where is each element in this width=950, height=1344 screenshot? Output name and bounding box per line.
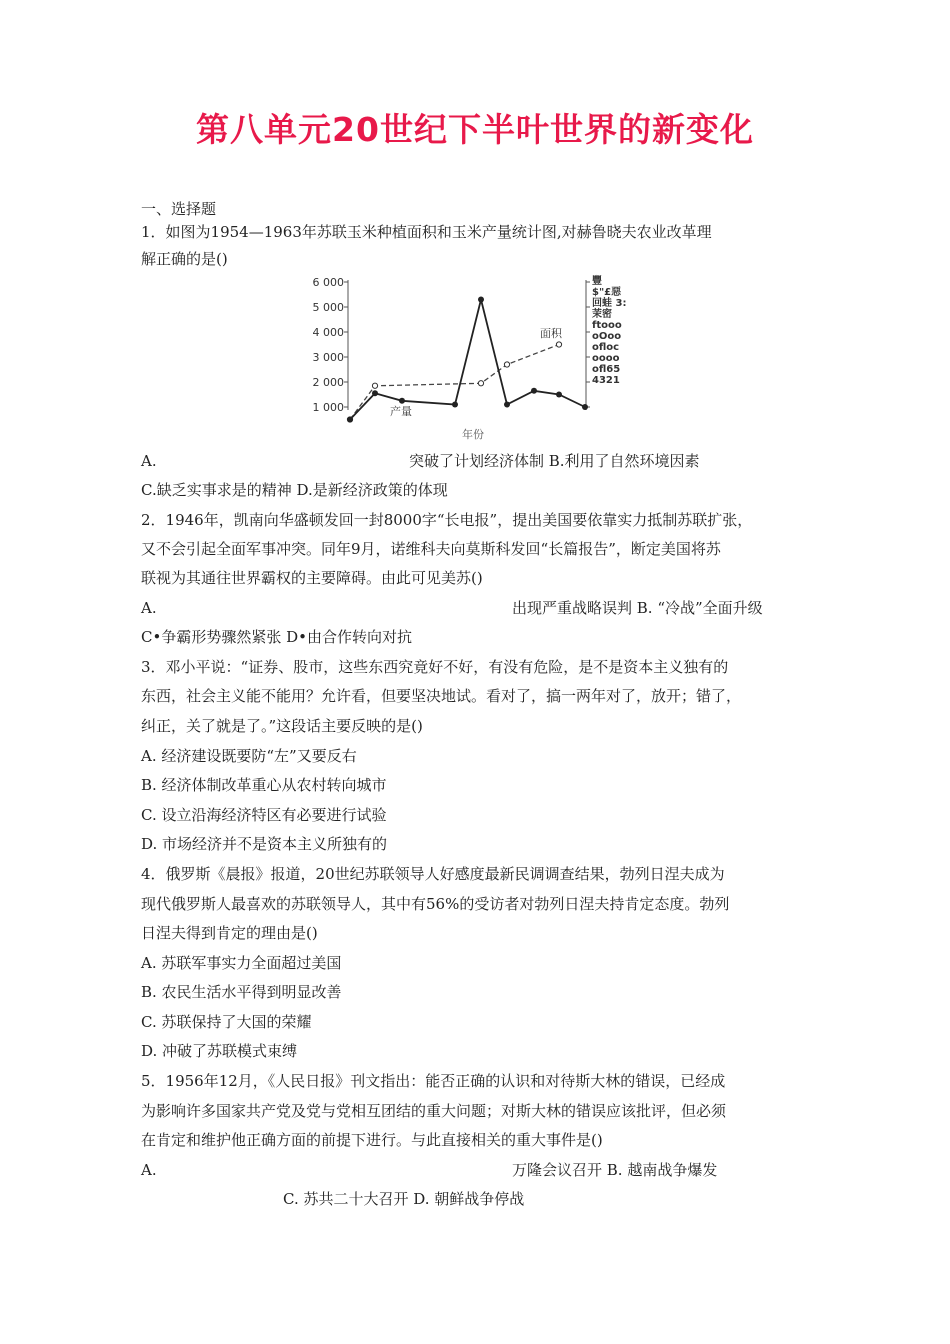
q3-option-b: B. 经济体制改革重心从农村转向城市	[141, 776, 387, 794]
section-heading: 一、选择题	[141, 200, 217, 218]
q5-options-cd: C. 苏共二十大召开 D. 朝鲜战争停战	[283, 1190, 525, 1208]
q4-stem-line1: 4．俄罗斯《晨报》报道，20世纪苏联领导人好感度最新民调调查结果，勃列日涅夫成为	[141, 865, 725, 883]
q3-stem-line3: 纠正，关了就是了。”这段话主要反映的是()	[141, 717, 423, 735]
y-tick-label: 6 000	[312, 276, 344, 289]
q1-option-a-label: A.	[141, 452, 157, 470]
q1-stem-line2: 解正确的是()	[141, 250, 228, 268]
q3-stem-line2: 东西，社会主义能不能用？允许看，但要坚决地试。看对了，搞一两年对了，放开；错了，	[141, 687, 742, 705]
right-axis-text: 4321	[592, 375, 620, 386]
q2-options-cd: C•争霸形势骤然紧张 D•由合作转向对抗	[141, 628, 412, 646]
production-point	[556, 392, 562, 398]
right-axis-text: oooo	[592, 353, 620, 364]
area-series-line	[350, 345, 559, 420]
production-point	[478, 297, 484, 303]
area-point	[478, 381, 483, 386]
production-series-label: 产量	[390, 405, 412, 418]
q2-option-a-label: A.	[141, 599, 157, 617]
q3-option-c: C. 设立沿海经济特区有必要进行试验	[141, 806, 387, 824]
q5-stem-line1: 5．1956年12月，《人民日报》刊文指出：能否正确的认识和对待斯大林的错误，已经成	[141, 1072, 726, 1090]
right-axis-text: ofl65	[592, 364, 621, 375]
q3-stem-line1: 3．邓小平说：“证券、股市，这些东西究竟好不好，有没有危险，是不是资本主义独有的	[141, 658, 729, 676]
right-axis-text: 豐	[592, 276, 602, 287]
q4-option-a: A. 苏联军事实力全面超过美国	[141, 954, 342, 972]
production-point	[582, 404, 588, 410]
production-point	[504, 402, 510, 408]
q4-stem-line2: 现代俄罗斯人最喜欢的苏联领导人，其中有56%的受访者对勃列日涅夫持肯定态度。勃列	[141, 895, 730, 913]
q1-options-ab: 突破了计划经济体制 B.利用了自然环境因素	[409, 452, 700, 470]
q4-stem-line3: 日涅夫得到肯定的理由是()	[141, 924, 318, 942]
corn-chart	[300, 270, 640, 445]
q2-stem-line3: 联视为其通往世界霸权的主要障碍。由此可见美苏()	[141, 569, 483, 587]
production-point	[372, 390, 378, 396]
y-tick-label: 3 000	[312, 351, 344, 364]
area-point	[372, 383, 377, 388]
right-axis-text: 茉密	[592, 309, 612, 320]
q2-options-ab: 出现严重战略误判 B. “冷战”全面升级	[512, 599, 763, 617]
q5-option-a-label: A.	[141, 1161, 157, 1179]
q5-stem-line3: 在肯定和维护他正确方面的前提下进行。与此直接相关的重大事件是()	[141, 1131, 603, 1149]
q4-option-b: B. 农民生活水平得到明显改善	[141, 983, 342, 1001]
right-axis-text: oOoo	[592, 331, 622, 342]
page-title: 第八单元20世纪下半叶世界的新变化	[196, 110, 754, 149]
q3-option-a: A. 经济建设既要防“左”又要反右	[141, 747, 357, 765]
right-axis-text: $"£惡	[592, 287, 622, 298]
x-axis-label: 年份	[462, 428, 484, 441]
y-tick-label: 2 000	[312, 376, 344, 389]
right-axis-text: ftooo	[592, 320, 622, 331]
area-point	[504, 362, 509, 367]
q4-option-c: C. 苏联保持了大国的荣耀	[141, 1013, 312, 1031]
q1-options-cd: C.缺乏实事求是的精神 D.是新经济政策的体现	[141, 481, 448, 499]
production-point	[399, 398, 405, 404]
area-series-label: 面积	[540, 327, 562, 340]
q2-stem-line1: 2．1946年，凯南向华盛顿发回一封8000字“长电报”，提出美国要依靠实力抵制苏联扩张，	[141, 511, 753, 529]
q5-stem-line2: 为影响许多国家共产党及党与党相互团结的重大问题；对斯大林的错误应该批评，但必须	[141, 1102, 727, 1120]
area-point	[556, 342, 561, 347]
q1-stem-line1: 1．如图为1954—1963年苏联玉米种植面积和玉米产量统计图,对赫鲁晓夫农业改革理	[141, 223, 712, 241]
right-axis-text: ofloc	[592, 342, 620, 353]
q4-option-d: D. 冲破了苏联模式束缚	[141, 1042, 298, 1060]
q2-stem-line2: 又不会引起全面军事冲突。同年9月，诺维科夫向莫斯科发回“长篇报告”，断定美国将苏	[141, 540, 721, 558]
right-axis-text: 回蛙 3:	[592, 298, 627, 309]
y-tick-label: 1 000	[312, 401, 344, 414]
y-tick-label: 5 000	[312, 301, 344, 314]
y-tick-label: 4 000	[312, 326, 344, 339]
production-point	[452, 402, 458, 408]
production-series-line	[350, 300, 585, 420]
q5-options-ab: 万隆会议召开 B. 越南战争爆发	[512, 1161, 718, 1179]
production-point	[347, 417, 353, 423]
q3-option-d: D. 市场经济并不是资本主义所独有的	[141, 835, 388, 853]
production-point	[531, 388, 537, 394]
